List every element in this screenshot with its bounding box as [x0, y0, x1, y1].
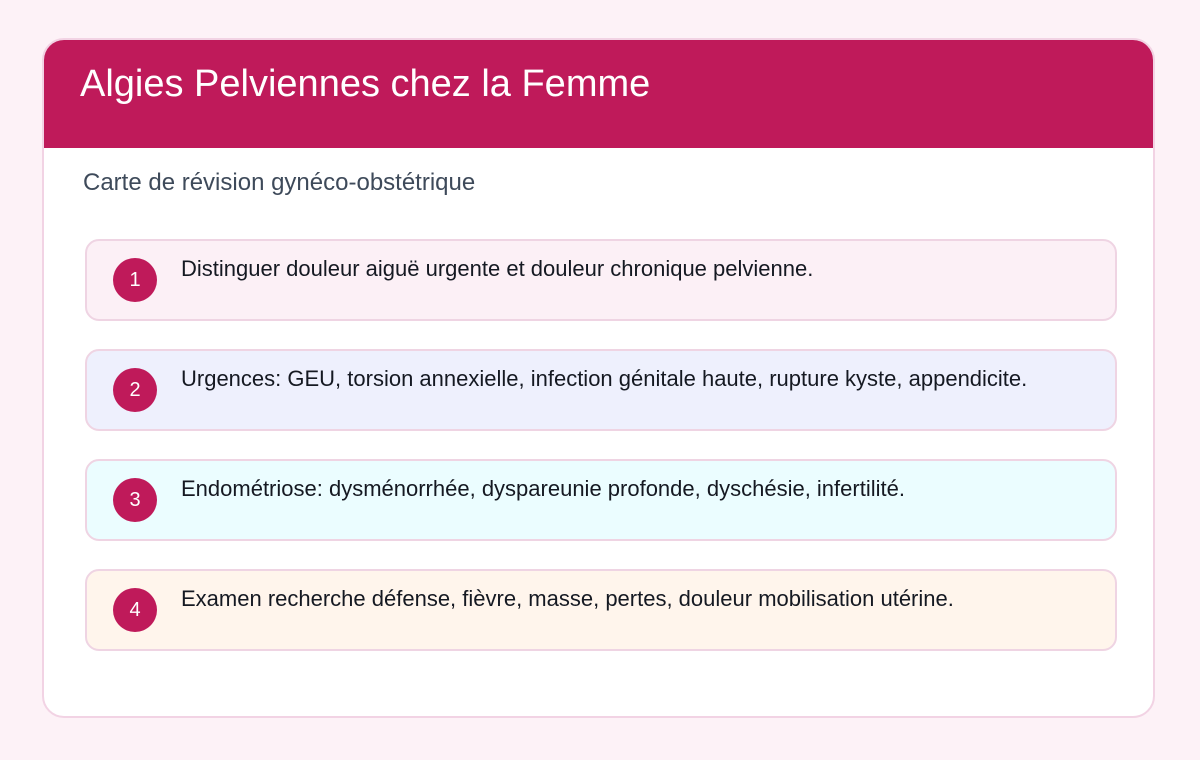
item-number-badge: 2 — [113, 368, 157, 412]
item-number-badge: 3 — [113, 478, 157, 522]
item-text: Distinguer douleur aiguë urgente et douleur chronique pelvienne. — [181, 256, 814, 281]
item-number-badge: 1 — [113, 258, 157, 302]
item-text: Examen recherche défense, fièvre, masse, pertes, douleur mobilisation utérine. — [181, 586, 954, 611]
page-title: Algies Pelviennes chez la Femme — [80, 63, 651, 105]
list-item-1 — [85, 239, 1117, 321]
item-text: Endométriose: dysménorrhée, dyspareunie profonde, dyschésie, infertilité. — [181, 476, 905, 501]
list-item-3 — [85, 459, 1117, 541]
card-subtitle: Carte de révision gynéco-obstétrique — [83, 169, 476, 196]
list-item-2 — [85, 349, 1117, 431]
revision-card — [42, 38, 1155, 718]
item-number-badge: 4 — [113, 588, 157, 632]
item-text: Urgences: GEU, torsion annexielle, infection génitale haute, rupture kyste, appendicite. — [181, 366, 1028, 391]
list-item-4 — [85, 569, 1117, 651]
card-header — [44, 40, 1153, 148]
